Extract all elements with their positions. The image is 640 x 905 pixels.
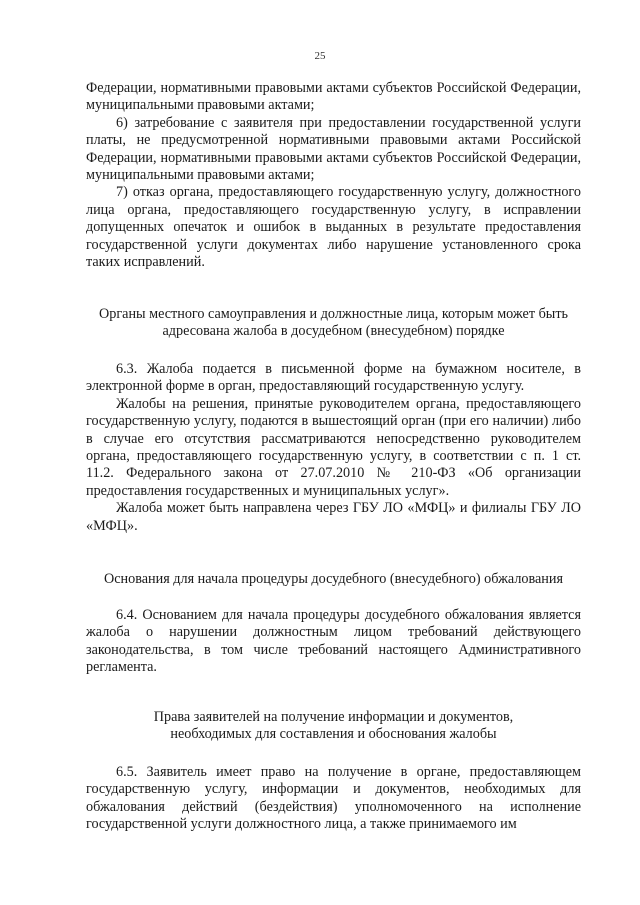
page-number: 25	[314, 50, 326, 62]
paragraph: Федерации, нормативными правовыми актами субъектов Российской Федерации, муниципальными правовыми актами;	[86, 80, 581, 114]
paragraph-block-4	[86, 764, 581, 834]
paragraph: 6.3. Жалоба подается в письменной форме на бумажном носителе, в электронной форме в орган, предоставляющий государственную услугу.	[86, 361, 581, 395]
paragraph: 6.5. Заявитель имеет право на получение в органе, предоставляющем государственную услугу, информации и документов, необходимых для обжалования действий (бездействия) уполномоченного на исполнение государственной услуги должностного лица, а также принимаемого им	[86, 764, 581, 833]
paragraph-block-2	[86, 361, 581, 535]
section-heading-applicant-rights: Права заявителей на получение информации и документов, необходимых для составления и обоснования жалобы	[153, 709, 514, 743]
paragraph: 6) затребование с заявителя при предоставлении государственной услуги платы, не предусмотренной нормативными правовыми актами Российской Федерации, нормативными правовыми актами субъектов Российской Федерации, муниципальными правовыми актами;	[86, 114, 581, 184]
paragraph: Жалоба может быть направлена через ГБУ ЛО «МФЦ» и филиалы ГБУ ЛО «МФЦ».	[86, 500, 581, 534]
paragraph: 7) отказ органа, предоставляющего государственную услугу, должностного лица органа, предоставляющего государственную услугу, в исправлении допущенных опечаток и ошибок в выданных в результате предоставления государственной услуги документах либо нарушение установленного срока таких исправлений.	[86, 184, 581, 271]
paragraph-block-1	[86, 80, 581, 271]
paragraph: Жалобы на решения, принятые руководителем органа, предоставляющего государственную услугу, подаются в вышестоящий орган (при его наличии) либо в случае его отсутствия рассматриваются непосредственно руководителем органа, предоставляющего государственную услугу, в соответствии с п. 1 ст. 11.2. Федерального закона от 27.07.2010 № 210-ФЗ «Об организации предоставления государственных и муниципальных услуг».	[86, 395, 581, 499]
paragraph: 6.4. Основанием для начала процедуры досудебного обжалования является жалоба о нарушении должностным лицом требований действующего законодательства, в том числе требований настоящего Административного регламента.	[86, 607, 581, 676]
paragraph-block-3	[86, 607, 581, 677]
section-heading-grounds-for-appeal: Основания для начала процедуры досудебного (внесудебного) обжалования	[103, 571, 564, 587]
section-heading-complaint-addressees: Органы местного самоуправления и должностные лица, которым может быть адресована жалоба в досудебном (внесудебном) порядке	[98, 306, 568, 340]
